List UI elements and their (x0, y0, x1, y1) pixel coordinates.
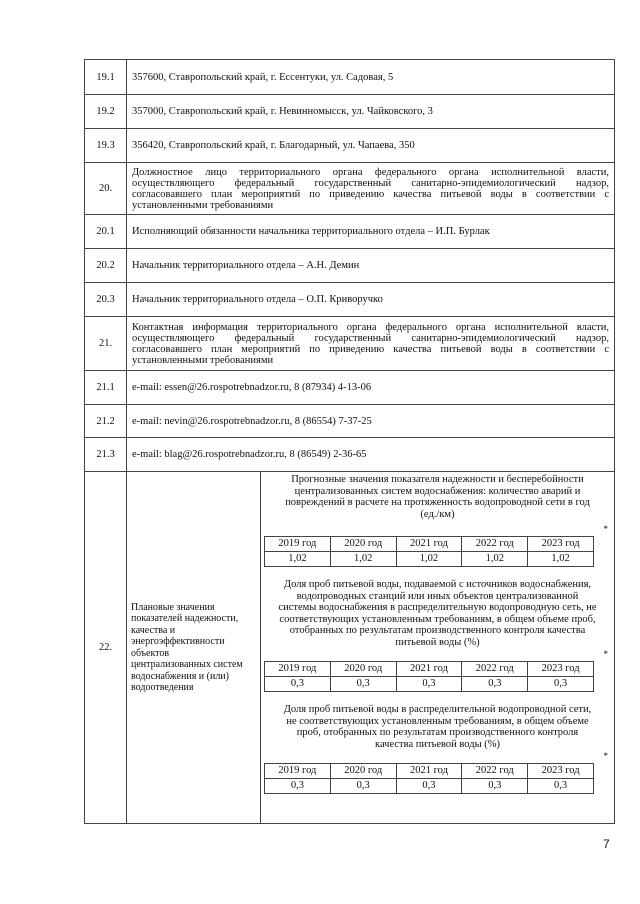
value-row (265, 552, 594, 567)
year-cell: 2023 год (528, 764, 594, 779)
table-row (85, 371, 615, 405)
value-row (265, 677, 594, 692)
table-row (85, 129, 615, 163)
year-cell: 2023 год (528, 662, 594, 677)
year-cell: 2020 год (330, 537, 396, 552)
footnote-star: * (603, 649, 608, 659)
year-values-table (264, 661, 594, 692)
indicator-label-line: централизованных систем (131, 659, 243, 670)
row-number: 20. (85, 163, 127, 215)
value-cell: 0,3 (396, 677, 462, 692)
year-cell: 2022 год (462, 764, 528, 779)
indicator-label-line: водоотведения (131, 682, 194, 693)
document-table (84, 59, 615, 824)
row-number: 20.3 (85, 283, 127, 317)
year-cell: 2022 год (462, 662, 528, 677)
value-cell: 0,3 (330, 779, 396, 794)
table-row (85, 405, 615, 438)
year-values-table (264, 763, 594, 794)
indicator-block (261, 692, 614, 750)
row-number: 19.3 (85, 129, 127, 163)
page-number: 7 (603, 837, 610, 851)
row-number: 20.2 (85, 249, 127, 283)
value-cell: 0,3 (330, 677, 396, 692)
value-cell: 0,3 (462, 779, 528, 794)
table-row (85, 249, 615, 283)
row-number: 20.1 (85, 215, 127, 249)
table-row (85, 283, 615, 317)
footnote-star: * (603, 524, 608, 534)
value-cell: 1,02 (330, 552, 396, 567)
value-cell: 1,02 (528, 552, 594, 567)
indicator-label-line: качества и (131, 624, 176, 636)
row-text (127, 317, 615, 371)
row-text: 356420, Ставропольский край, г. Благодарный, ул. Чапаева, 350 (127, 129, 615, 163)
indicator-title: Доля проб питьевой воды в распределительной водопроводной сети, не соответствующих установленным требованиям, в общем объеме проб, отобранных по результатам производственного контроля качества питьевой воды (%) (283, 704, 592, 750)
year-cell: 2021 год (396, 662, 462, 677)
value-cell: 0,3 (265, 677, 331, 692)
indicator-label-line: водоснабжения и (или) (131, 670, 229, 682)
table-row (85, 60, 615, 95)
row-number: 21.3 (85, 438, 127, 472)
row-text: e-mail: blag@26.rospotrebnadzor.ru, 8 (86549) 2-36-65 (127, 438, 615, 472)
row-number: 21. (85, 317, 127, 371)
row-number: 22. (85, 472, 127, 824)
row-text: Исполняющий обязанности начальника территориального отдела – И.П. Бурлак (127, 215, 615, 249)
indicator-label-line: Плановые значения (131, 601, 215, 613)
row-number: 21.1 (85, 371, 127, 405)
indicator-block (261, 472, 614, 520)
row-text-line: установленными требованиями (132, 199, 274, 211)
year-cell: 2022 год (462, 537, 528, 552)
row-text: Начальник территориального отдела – О.П. Криворучко (127, 283, 615, 317)
row-text: e-mail: essen@26.rospotrebnadzor.ru, 8 (87934) 4-13-06 (127, 371, 615, 405)
year-header-row (265, 662, 594, 677)
year-cell: 2021 год (396, 537, 462, 552)
table-row (85, 215, 615, 249)
value-cell: 0,3 (528, 779, 594, 794)
footnote-star: * (603, 751, 608, 761)
value-cell: 0,3 (265, 779, 331, 794)
indicator-title: Доля проб питьевой воды, подаваемой с источников водоснабжения, водопроводных станций или иных объектов централизованной системы водоснабжения в распределительную водопроводную сеть, не соответствующих установленным требованиям, в общем объеме проб, отобранных по результатам производственного контроля качества питьевой воды (%) (278, 579, 597, 648)
table-row (85, 472, 615, 824)
value-cell: 1,02 (265, 552, 331, 567)
value-cell: 1,02 (462, 552, 528, 567)
table-row (85, 95, 615, 129)
row-text-line: Контактная информация территориального органа федерального органа исполнительной власти, осуществляющего федеральный государственный санитарно-эпидемиологический надзор, согласовавшего план мероприятий по приведению качества питьевой воды в соответствии с (132, 321, 609, 355)
value-cell: 0,3 (528, 677, 594, 692)
row-number: 19.1 (85, 60, 127, 95)
year-cell: 2019 год (265, 537, 331, 552)
indicator-values-cell (261, 472, 615, 824)
row-text-line: установленными требованиями (132, 354, 274, 366)
value-cell: 1,02 (396, 552, 462, 567)
indicator-title: Прогнозные значения показателя надежности и бесперебойности централизованных систем водоснабжения: количество аварий и повреждений в расчете на протяженность водопроводной сети в год (ед./км) (285, 474, 590, 520)
indicator-block (261, 567, 614, 648)
row-text: e-mail: nevin@26.rospotrebnadzor.ru, 8 (86554) 7-37-25 (127, 405, 615, 438)
year-cell: 2019 год (265, 764, 331, 779)
year-header-row (265, 764, 594, 779)
year-cell: 2021 год (396, 764, 462, 779)
year-cell: 2020 год (330, 662, 396, 677)
year-cell: 2019 год (265, 662, 331, 677)
year-cell: 2023 год (528, 537, 594, 552)
row-text: 357000, Ставропольский край, г. Невинномысск, ул. Чайковского, 3 (127, 95, 615, 129)
row-text: Начальник территориального отдела – А.Н. Демин (127, 249, 615, 283)
indicator-label-line: показателей надежности, (131, 613, 239, 624)
value-cell: 0,3 (462, 677, 528, 692)
table-row (85, 163, 615, 215)
row-number: 21.2 (85, 405, 127, 438)
value-row (265, 779, 594, 794)
indicator-label (127, 472, 261, 824)
row-text: 357600, Ставропольский край, г. Ессентуки, ул. Садовая, 5 (127, 60, 615, 95)
row-text-line: Должностное лицо территориального органа федерального органа исполнительной власти, осуществляющего федеральный государственный санитарно-эпидемиологический надзор, согласовавшего план мероприятий по приведению качества питьевой воды в соответствии с (132, 166, 609, 200)
table-row (85, 438, 615, 472)
row-text (127, 163, 615, 215)
year-header-row (265, 537, 594, 552)
value-cell: 0,3 (396, 779, 462, 794)
year-values-table (264, 536, 594, 567)
row-number: 19.2 (85, 95, 127, 129)
indicator-label-line: энергоэффективности (131, 636, 225, 647)
indicator-label-line: объектов (131, 647, 170, 659)
year-cell: 2020 год (330, 764, 396, 779)
table-row (85, 317, 615, 371)
